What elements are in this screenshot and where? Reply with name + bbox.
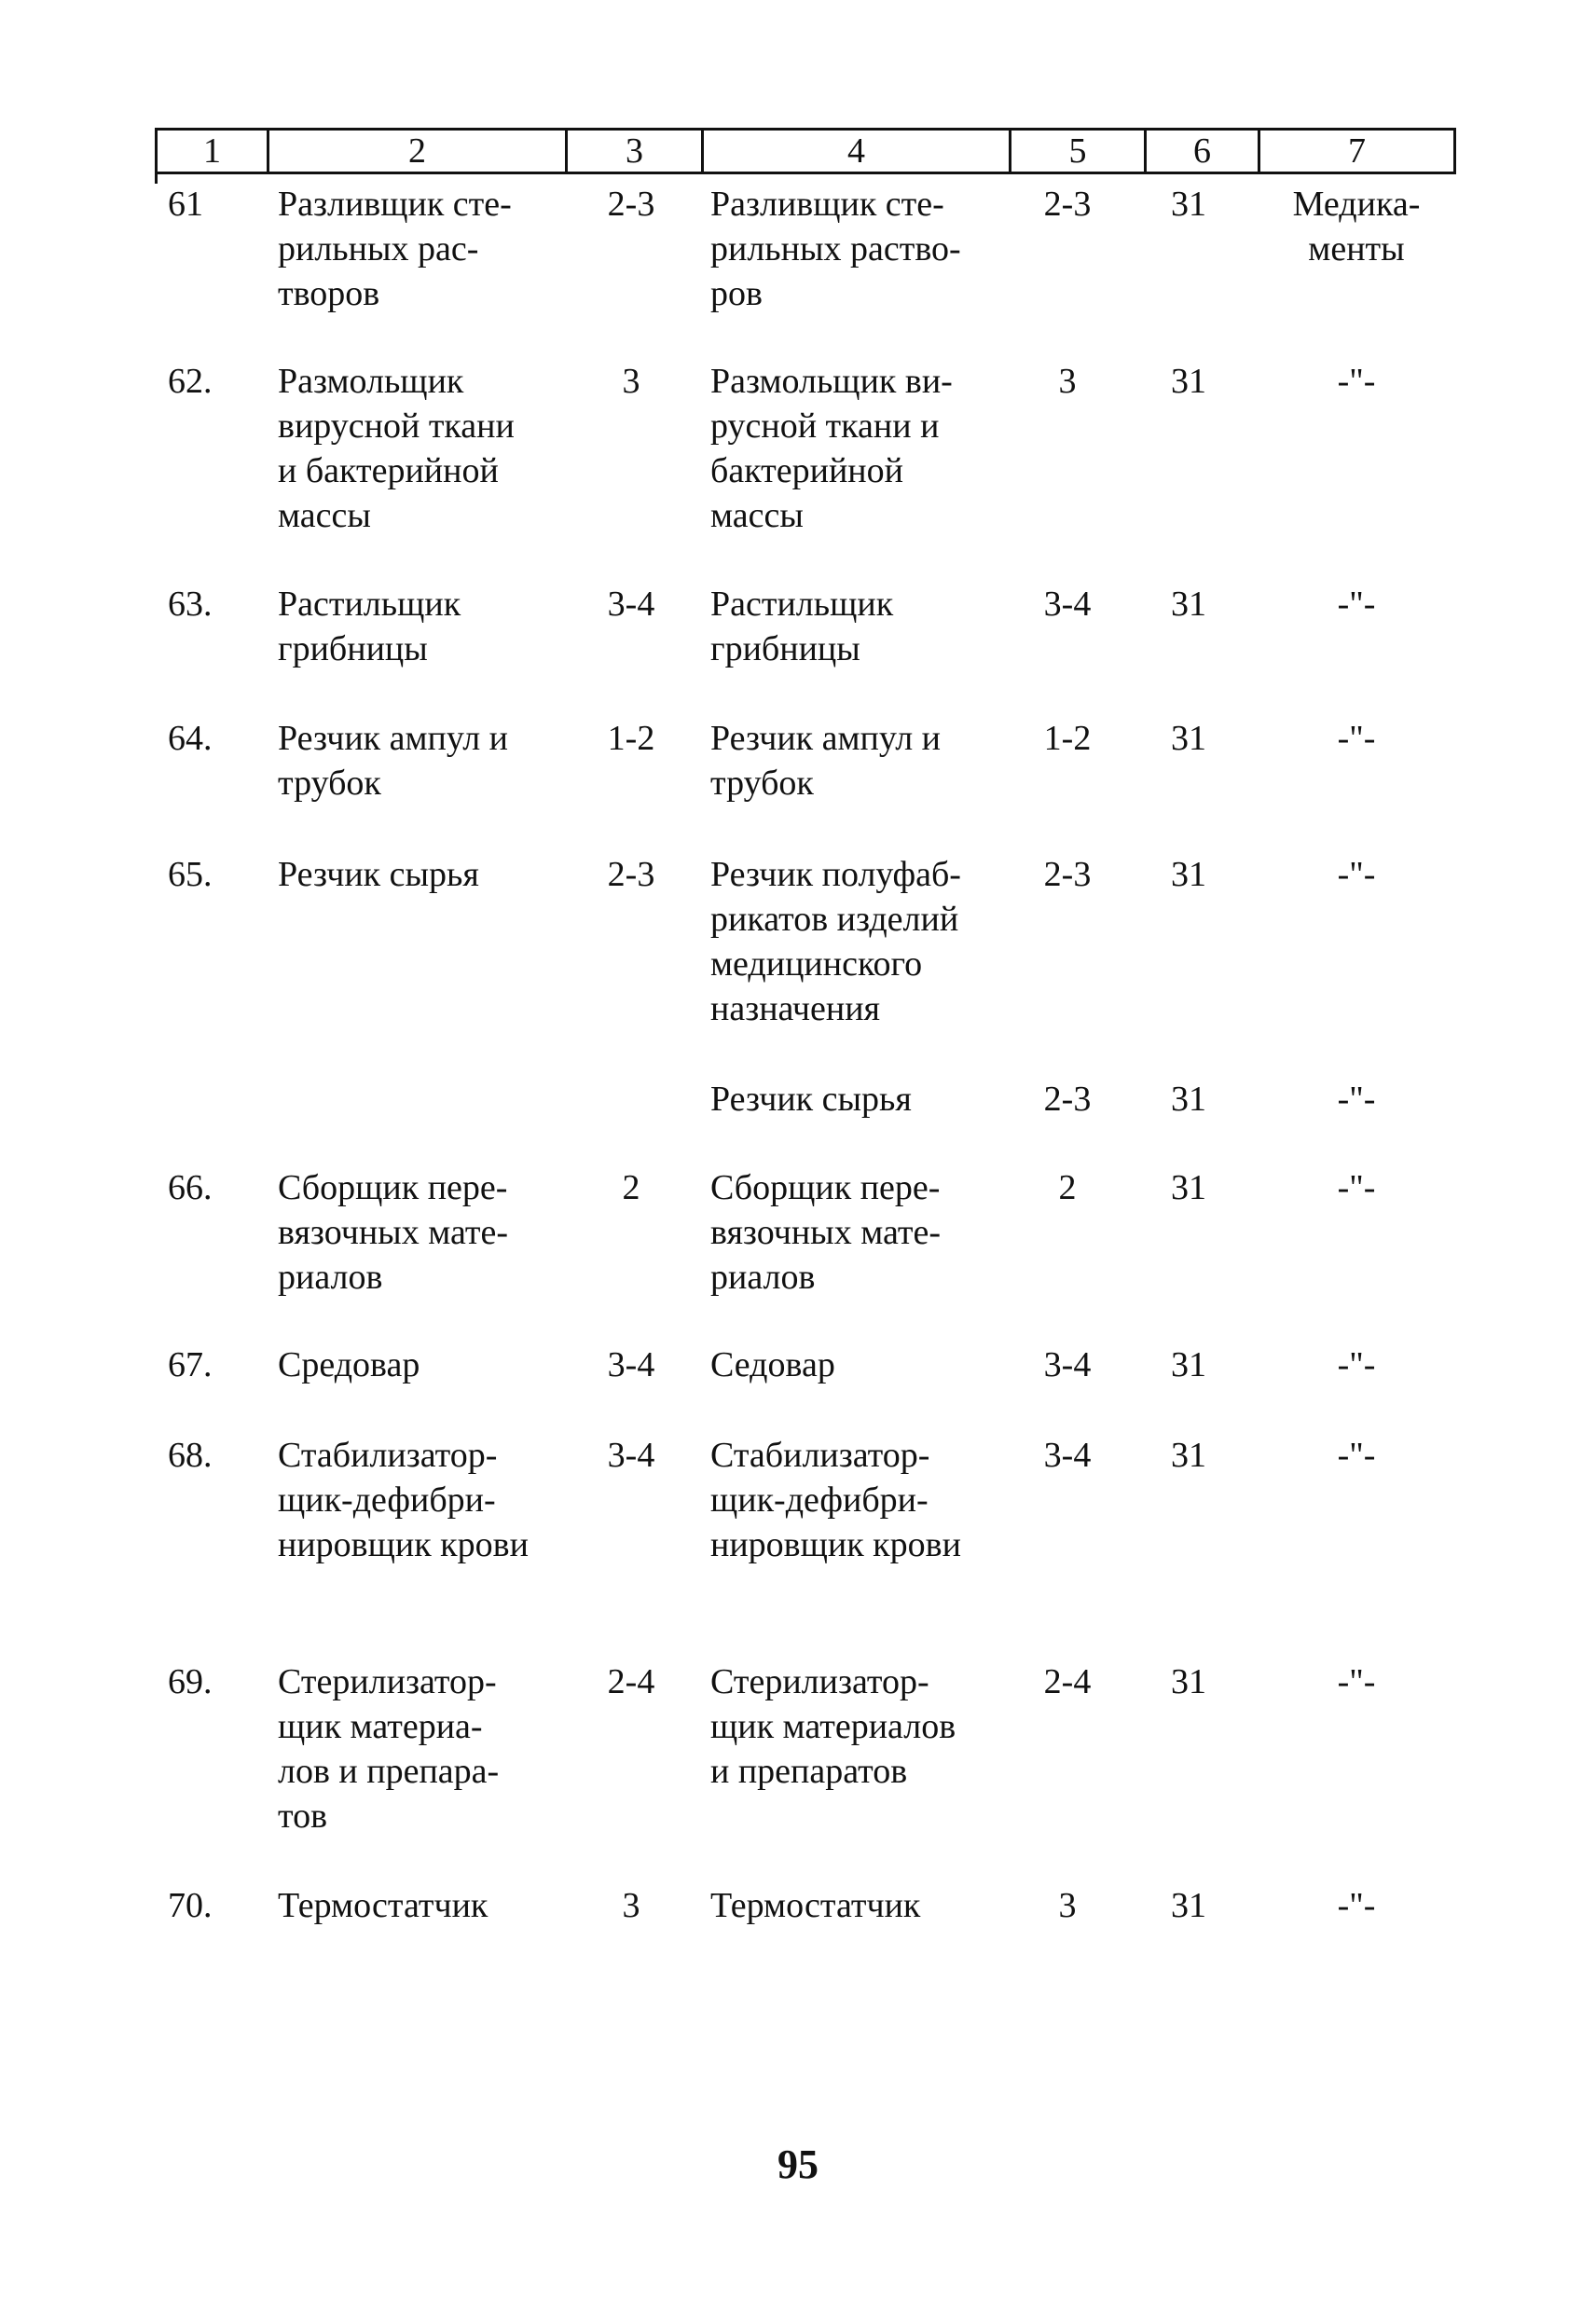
grade-range-new: 2-4 — [1043, 1662, 1092, 1701]
profession-name-new: Резчик ампул и трубок — [710, 719, 941, 803]
issue-number: 31 — [1171, 1662, 1206, 1701]
grade-range: 2-4 — [607, 1662, 655, 1701]
issue-number: 31 — [1171, 1886, 1206, 1925]
issue-number: 31 — [1171, 855, 1206, 894]
note: -"- — [1337, 1886, 1376, 1925]
note: -"- — [1337, 1168, 1376, 1207]
note: -"- — [1337, 585, 1376, 624]
grade-range: 3 — [622, 1886, 640, 1925]
profession-name: Сборщик пере- вязочных мате- риалов — [278, 1168, 508, 1297]
profession-name: Средовар — [278, 1345, 420, 1384]
header-cell-3: 3 — [568, 131, 704, 172]
profession-name-new: Стабилизатор- щик-дефибри- нировщик крови — [710, 1436, 961, 1564]
profession-name: Термостатчик — [278, 1886, 488, 1925]
issue-number: 31 — [1171, 1345, 1206, 1384]
row-number: 65. — [168, 855, 213, 894]
note: -"- — [1337, 1345, 1376, 1384]
row-number: 62. — [168, 362, 213, 401]
grade-range: 3-4 — [607, 1436, 655, 1475]
row-number: 67. — [168, 1345, 213, 1384]
row-number: 63. — [168, 585, 213, 624]
issue-number: 31 — [1171, 362, 1206, 401]
profession-name-new: Стерилизатор- щик материалов и препаратов — [710, 1662, 956, 1791]
grade-range-new: 3 — [1058, 362, 1077, 401]
profession-name-new: Разливщик сте- рильных раство- ров — [710, 185, 961, 313]
profession-name: Размольщик вирусной ткани и бактерийной массы — [278, 362, 515, 535]
grade-range-new: 3 — [1058, 1886, 1077, 1925]
row-number: 70. — [168, 1886, 213, 1925]
header-cell-7: 7 — [1348, 131, 1366, 171]
grade-range-new: 2-3 — [1043, 185, 1092, 224]
header-cell-6: 6 — [1147, 131, 1260, 172]
issue-number: 31 — [1171, 585, 1206, 624]
issue-number: 31 — [1171, 1436, 1206, 1475]
grade-range: 1-2 — [607, 719, 655, 758]
note: -"- — [1337, 1080, 1376, 1119]
row-number: 64. — [168, 719, 213, 758]
row-number: 68. — [168, 1436, 213, 1475]
note: -"- — [1337, 1662, 1376, 1701]
header-cell-2: 2 — [269, 131, 568, 172]
profession-name-new: Седовар — [710, 1345, 835, 1384]
profession-name: Резчик ампул и трубок — [278, 719, 508, 803]
grade-range-new: 3-4 — [1043, 1345, 1092, 1384]
issue-number: 31 — [1171, 185, 1206, 224]
issue-number: 31 — [1171, 1168, 1206, 1207]
profession-name: Стабилизатор- щик-дефибри- нировщик крови — [278, 1436, 529, 1564]
profession-name-new: Резчик сырья — [710, 1080, 912, 1119]
grade-range-new: 1-2 — [1043, 719, 1092, 758]
note: Медика- менты — [1292, 185, 1421, 268]
note: -"- — [1337, 855, 1376, 894]
note: -"- — [1337, 1436, 1376, 1475]
grade-range: 2-3 — [607, 185, 655, 224]
profession-name: Резчик сырья — [278, 855, 479, 894]
grade-range-new: 2-3 — [1043, 855, 1092, 894]
header-cell-5: 5 — [1011, 131, 1147, 172]
grade-range: 2 — [622, 1168, 640, 1207]
profession-name: Растильщик грибницы — [278, 585, 461, 668]
header-cell-4: 4 — [704, 131, 1011, 172]
grade-range-new: 2-3 — [1043, 1080, 1092, 1119]
row-number: 69. — [168, 1662, 213, 1701]
grade-range: 2-3 — [607, 855, 655, 894]
grade-range-new: 3-4 — [1043, 1436, 1092, 1475]
profession-name: Стерилизатор- щик материа- лов и препара- тов — [278, 1662, 500, 1836]
header-cell-1: 1 — [158, 131, 269, 172]
profession-name: Разливщик сте- рильных рас- творов — [278, 185, 512, 313]
page-number: 95 — [777, 2141, 819, 2187]
profession-name-new: Сборщик пере- вязочных мате- риалов — [710, 1168, 941, 1297]
note: -"- — [1337, 719, 1376, 758]
grade-range: 3-4 — [607, 585, 655, 624]
grade-range: 3-4 — [607, 1345, 655, 1384]
profession-name-new: Размольщик ви- русной ткани и бактерийной массы — [710, 362, 953, 535]
grade-range-new: 2 — [1058, 1168, 1077, 1207]
profession-name-new: Резчик полуфаб- рикатов изделий медицинского назначения — [710, 855, 961, 1028]
issue-number: 31 — [1171, 719, 1206, 758]
row-number: 61 — [168, 185, 203, 224]
profession-name-new: Растильщик грибницы — [710, 585, 894, 668]
note: -"- — [1337, 362, 1376, 401]
grade-range-new: 3-4 — [1043, 585, 1092, 624]
row-number: 66. — [168, 1168, 213, 1207]
issue-number: 31 — [1171, 1080, 1206, 1119]
profession-name-new: Термостатчик — [710, 1886, 921, 1925]
grade-range: 3 — [622, 362, 640, 401]
